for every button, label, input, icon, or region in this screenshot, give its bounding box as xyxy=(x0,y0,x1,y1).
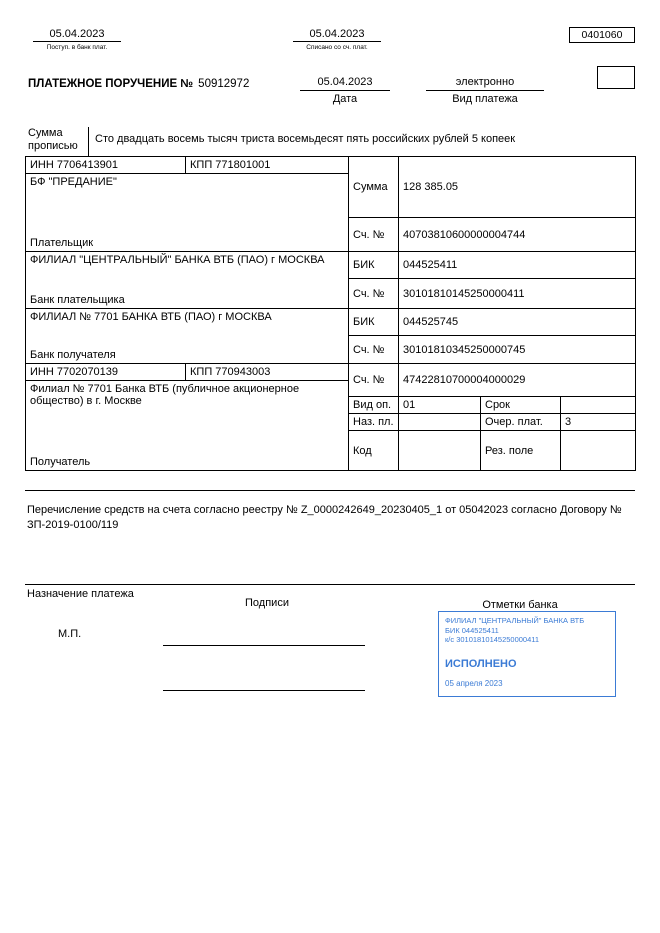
received-date-label: Поступ. в банк плат. xyxy=(46,44,108,51)
amount-in-words-value: Сто двадцать восемь тысяч триста восемьдесят пять российских рублей 5 копеек xyxy=(95,133,516,145)
payer-account-label: Сч. № xyxy=(349,218,399,252)
debited-date-label: Списано со сч. плат. xyxy=(306,44,368,51)
purpose-bottom-rule xyxy=(25,584,635,585)
payer-name: БФ "ПРЕДАНИЕ" xyxy=(30,176,117,188)
payer-kpp: КПП 771801001 xyxy=(186,157,349,174)
payee-bank-account-label: Сч. № xyxy=(349,336,399,364)
payer-bank-name: ФИЛИАЛ "ЦЕНТРАЛЬНЫЙ" БАНКА ВТБ (ПАО) г МОСКВА xyxy=(30,254,325,266)
payee-name: Филиал № 7701 Банка ВТБ (публичное акционерное общество) в г. Москве xyxy=(30,383,300,407)
payer-bank-section-label: Банк плательщика xyxy=(30,294,125,306)
document-title-row xyxy=(28,78,249,90)
document-date-label: Дата xyxy=(332,93,358,105)
payment-kind-label: Вид платежа xyxy=(452,93,518,105)
payer-bank-cell xyxy=(26,252,349,309)
signature-line-1 xyxy=(163,645,365,646)
purpose-label: Назначение платежа xyxy=(27,588,134,600)
stamp-bik: БИК 044525411 xyxy=(445,625,499,635)
payee-inn: ИНН 7702070139 xyxy=(26,364,186,381)
payer-inn: ИНН 7706413901 xyxy=(26,157,186,174)
debited-date: 05.04.2023 xyxy=(293,28,381,42)
signature-line-2 xyxy=(163,690,365,691)
stamp-bank-name: ФИЛИАЛ "ЦЕНТРАЛЬНЫЙ" БАНКА ВТБ xyxy=(445,616,585,625)
stamp-date: 05 апреля 2023 xyxy=(445,678,503,688)
form-code: 0401060 xyxy=(569,27,635,43)
document-number: 50912972 xyxy=(198,78,250,90)
payee-account-label: Сч. № xyxy=(349,364,399,397)
payee-bank-cell xyxy=(26,309,349,364)
purpose-top-rule xyxy=(25,490,635,491)
payee-bank-name: ФИЛИАЛ № 7701 БАНКА ВТБ (ПАО) г МОСКВА xyxy=(30,311,272,323)
amount-label: Сумма xyxy=(349,157,399,218)
reserve-field-label: Рез. поле xyxy=(481,431,561,471)
op-type-value: 01 xyxy=(399,397,481,414)
amount-value: 128 385.05 xyxy=(399,157,636,218)
priority-value: 3 xyxy=(561,414,636,431)
payment-type-code-box xyxy=(597,66,635,89)
code-value xyxy=(399,431,481,471)
reserve-field-value xyxy=(561,431,636,471)
payee-bank-account: 30101810345250000745 xyxy=(399,336,636,364)
purpose-code-label: Наз. пл. xyxy=(349,414,399,431)
payee-bank-bik: 044525745 xyxy=(399,309,636,336)
term-label: Срок xyxy=(481,397,561,414)
payment-details-table xyxy=(25,156,636,471)
bank-execution-stamp xyxy=(438,611,616,697)
payee-kpp: КПП 770943003 xyxy=(186,364,349,381)
payee-bank-section-label: Банк получателя xyxy=(30,349,116,361)
priority-label: Очер. плат. xyxy=(481,414,561,431)
payer-section-label: Плательщик xyxy=(30,237,94,249)
document-title: ПЛАТЕЖНОЕ ПОРУЧЕНИЕ № xyxy=(28,78,194,90)
amount-in-words-label: Сумма прописью xyxy=(28,127,78,152)
document-date: 05.04.2023 xyxy=(300,76,390,91)
payer-cell xyxy=(26,174,349,252)
purpose-code-value xyxy=(399,414,481,431)
term-value xyxy=(561,397,636,414)
purpose-text: Перечисление средств на счета согласно реестру № Z_0000242649_20230405_1 от 05042023 согласно Договору № ЗП-2019-0100/119 xyxy=(27,504,622,531)
op-type-label: Вид оп. xyxy=(349,397,399,414)
bank-marks-label: Отметки банка xyxy=(482,599,558,611)
payee-cell xyxy=(26,381,349,471)
payer-bank-bik-label: БИК xyxy=(349,252,399,279)
code-label: Код xyxy=(349,431,399,471)
signatures-label: Подписи xyxy=(245,597,289,609)
received-date: 05.04.2023 xyxy=(33,28,121,42)
payee-account: 47422810700004000029 xyxy=(399,364,636,397)
payer-bank-account: 30101810145250000411 xyxy=(399,279,636,309)
payer-account: 40703810600000004744 xyxy=(399,218,636,252)
payee-bank-bik-label: БИК xyxy=(349,309,399,336)
mp-label: М.П. xyxy=(58,628,82,640)
payer-bank-account-label: Сч. № xyxy=(349,279,399,309)
payment-kind: электронно xyxy=(426,76,544,91)
payee-section-label: Получатель xyxy=(30,456,91,468)
amount-in-words-divider xyxy=(88,127,89,156)
stamp-status: ИСПОЛНЕНО xyxy=(445,657,517,670)
stamp-corr-account: к/с 30101810145250000411 xyxy=(445,635,540,644)
payer-bank-bik: 044525411 xyxy=(399,252,636,279)
